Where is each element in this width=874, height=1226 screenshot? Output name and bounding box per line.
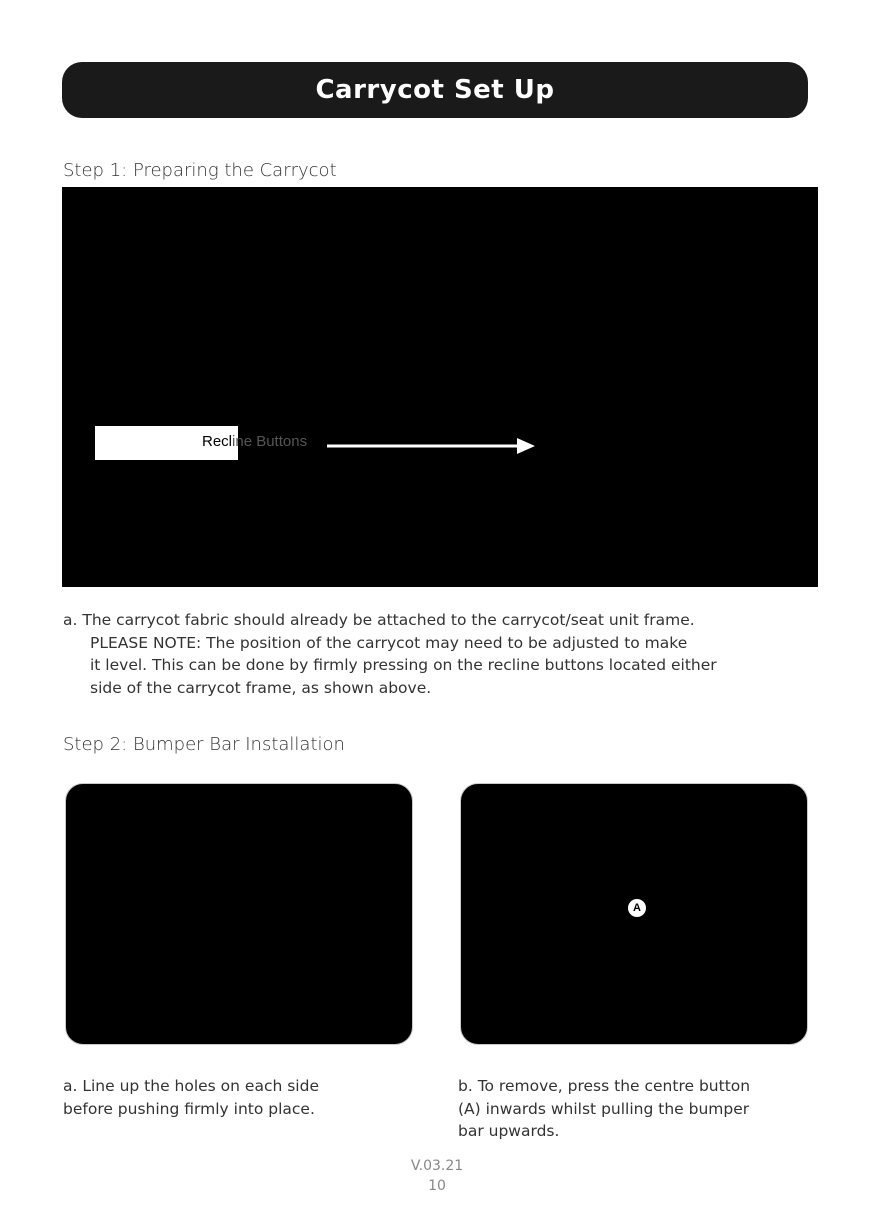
step2-caption-a xyxy=(63,1075,423,1120)
recline-buttons-label xyxy=(202,433,307,450)
version-label: V.03.21 xyxy=(410,1158,464,1174)
step2-caption-b-line1: b. To remove, press the centre button xyxy=(458,1077,751,1095)
step1-title: Step 1: Preparing the Carrycot xyxy=(63,160,337,181)
page-title: Carrycot Set Up xyxy=(315,75,555,105)
step2-caption-a-line1: a. Line up the holes on each side xyxy=(63,1077,319,1095)
step2-caption-b-line3: bar upwards. xyxy=(458,1122,560,1140)
step1-caption-line3: it level. This can be done by firmly pressing on the recline buttons located either xyxy=(90,656,717,674)
step1-caption xyxy=(63,609,823,699)
carrycot-photo xyxy=(62,187,818,587)
bumper-bar-install-photo xyxy=(65,783,413,1045)
title-banner xyxy=(62,62,808,118)
bumper-bar-remove-photo xyxy=(460,783,808,1045)
label-part-2: ine Buttons xyxy=(232,433,308,450)
step2-title: Step 2: Bumper Bar Installation xyxy=(63,734,345,755)
step1-caption-line4: side of the carrycot frame, as shown above. xyxy=(90,678,432,697)
page-number: 10 xyxy=(428,1178,446,1194)
step2-caption-a-line2: before pushing firmly into place. xyxy=(63,1099,315,1118)
step1-caption-line1: a. The carrycot fabric should already be attached to the carrycot/seat unit frame. xyxy=(63,611,695,629)
marker-a-icon: A xyxy=(628,899,646,917)
label-part-1: Recl xyxy=(202,433,233,450)
step2-caption-b xyxy=(458,1075,838,1143)
arrow-right-icon xyxy=(327,435,537,459)
step1-caption-line2: PLEASE NOTE: The position of the carrycot may need to be adjusted to make xyxy=(90,633,688,652)
step2-caption-b-line2: (A) inwards whilst pulling the bumper xyxy=(458,1099,750,1118)
